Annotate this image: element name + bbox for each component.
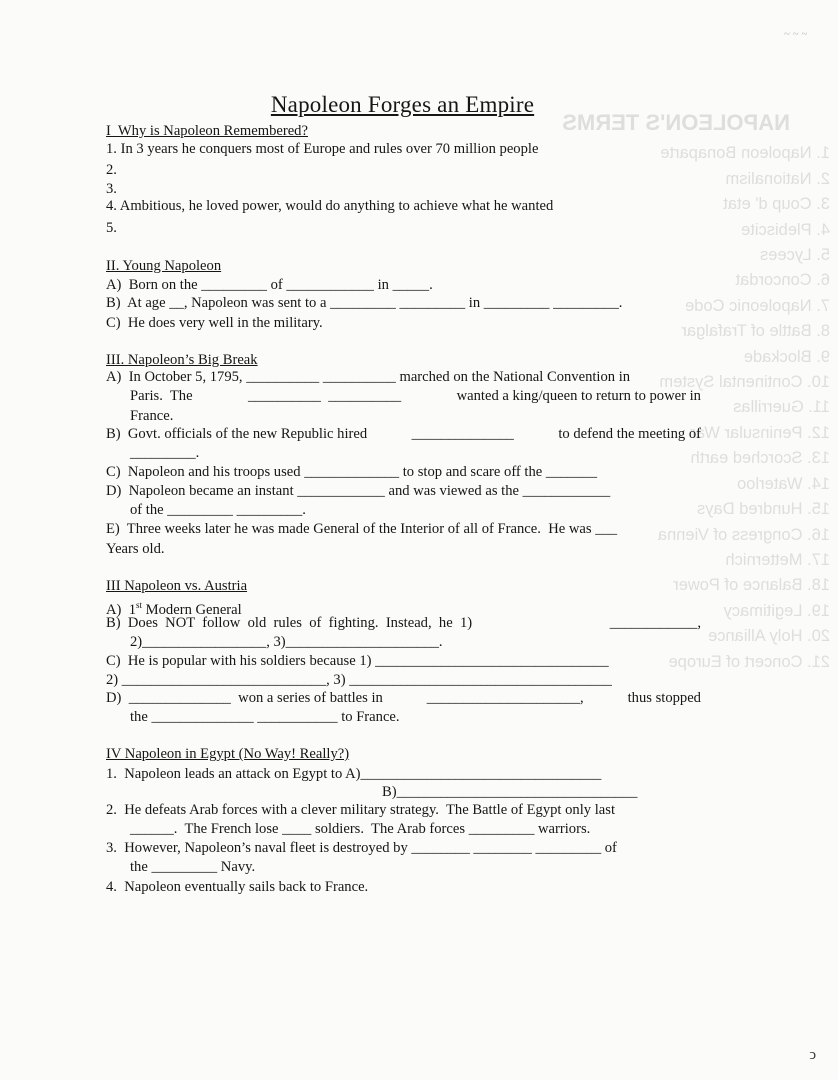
bleed-through-item: 18. Balance of Power <box>673 576 830 595</box>
section-3-b1-start: B) Govt. officials of the new Republic hired <box>106 426 368 442</box>
bleed-through-title: NAPOLEON'S TERMS <box>562 110 790 135</box>
section-4-item-b-line-2: 2)_________________, 3)_____________________. <box>130 634 443 650</box>
bleed-through-item: 6. Concordat <box>735 271 830 290</box>
section-3-item-e-line-2: Years old. <box>106 541 165 557</box>
section-3-item-a-line-2 <box>130 387 701 405</box>
section-4-d1-end: thus stopped <box>627 690 701 706</box>
bleed-through-item: 14. Waterloo <box>737 474 830 493</box>
bleed-through-item: 16. Congress of Vienna <box>657 525 830 544</box>
section-4-b1-blank: ____________, <box>609 615 701 631</box>
section-4-d1-start: D) ______________ won a series of battles in <box>106 690 383 706</box>
corner-smudge: ~ ~ ~ <box>784 28 808 40</box>
section-3-item-d-line-1: D) Napoleon became an instant ____________ and was viewed as the ____________ <box>106 483 611 499</box>
section-1-line-5: 5. <box>106 220 117 236</box>
section-1-line-1: 1. In 3 years he conquers most of Europe and rules over 70 million people <box>106 141 539 157</box>
section-2-item-c: C) He does very well in the military. <box>106 315 323 331</box>
section-3-heading: III. Napoleon’s Big Break <box>106 352 258 368</box>
section-4-a-suffix: Modern General <box>142 601 242 618</box>
section-1-heading: I Why is Napoleon Remembered? <box>106 123 308 139</box>
bleed-through-item: 15. Hundred Days <box>697 500 830 519</box>
section-5-item-1-line-1: 1. Napoleon leads an attack on Egypt to A)_________________________________ <box>106 766 602 782</box>
section-1-line-4: 4. Ambitious, he loved power, would do anything to achieve what he wanted <box>106 198 554 214</box>
section-2-item-a: A) Born on the _________ of ____________ in _____. <box>106 277 433 293</box>
section-5-item-4: 4. Napoleon eventually sails back to France. <box>106 879 369 895</box>
section-4-heading: III Napoleon vs. Austria <box>106 578 248 594</box>
section-3-item-c: C) Napoleon and his troops used _____________ to stop and scare off the _______ <box>106 464 597 480</box>
section-4-b1-start: B) Does NOT follow old rules of fighting. Instead, he 1) <box>106 615 473 631</box>
section-3-item-e-line-1: E) Three weeks later he was made General of the Interior of all of France. He was ___ <box>106 521 618 537</box>
bleed-through-item: 13. Scorched earth <box>690 449 830 468</box>
bleed-through-item: 17. Metternich <box>725 550 830 569</box>
bleed-through-item: 11. Guerrillas <box>733 398 830 417</box>
section-4-a-superscript: st <box>136 600 143 610</box>
bleed-through-item: 19. Legitimacy <box>723 601 830 620</box>
section-3-item-a-line-3: France. <box>130 408 174 424</box>
section-4-d1-blank: _____________________, <box>426 690 584 706</box>
section-2-item-b: B) At age __, Napoleon was sent to a _________ _________ in _________ _________. <box>106 295 623 311</box>
corner-mark: ↄ <box>809 1047 816 1063</box>
section-3-b1-end: to defend the meeting of <box>558 426 701 442</box>
bleed-through-item: 12. Peninsular War <box>690 423 830 442</box>
section-3-item-b-line-2: _________. <box>130 445 200 461</box>
section-3-item-a-line-1: A) In October 5, 1795, __________ __________ marched on the National Convention in <box>106 369 631 385</box>
section-3-a2-blanks: __________ __________ <box>247 388 402 404</box>
section-3-item-d-line-2: of the _________ _________. <box>130 502 306 518</box>
section-5-item-2-line-1: 2. He defeats Arab forces with a clever military strategy. The Battle of Egypt only last <box>106 802 615 818</box>
section-1-line-2: 2. <box>106 162 117 178</box>
section-3-b1-blank: ______________ <box>411 426 514 442</box>
bleed-through-item: 8. Battle of Trafalgar <box>681 322 830 341</box>
section-1-line-3: 3. <box>106 181 117 197</box>
section-4-a-prefix: A) 1 <box>106 601 136 618</box>
section-4-item-b-line-1 <box>106 614 701 632</box>
bleed-through-item: 20. Holy Alliance <box>708 627 830 646</box>
bleed-through-item: 4. Plebiscite <box>741 220 830 239</box>
section-5-item-3-line-2: the _________ Navy. <box>130 859 256 875</box>
section-4-item-d-line-1 <box>106 689 701 707</box>
bleed-through-item: 2. Nationalism <box>725 169 830 188</box>
bleed-through-item: 9. Blockade <box>743 347 830 366</box>
bleed-through-item: 3. Coup d' etat <box>723 195 830 214</box>
bleed-through-item: 21. Concert of Europe <box>668 652 830 671</box>
section-3-a2-start: Paris. The <box>130 388 193 404</box>
bleed-through-item: 10. Continental System <box>659 373 830 392</box>
section-4-item-d-line-2: the ______________ ___________ to France. <box>130 709 400 725</box>
section-4-item-c-line-1: C) He is popular with his soldiers because 1) ________________________________ <box>106 653 609 669</box>
section-5-heading: IV Napoleon in Egypt (No Way! Really?) <box>106 746 350 762</box>
section-3-a2-end: wanted a king/queen to return to power in <box>456 388 701 404</box>
bleed-through-list <box>500 141 830 675</box>
section-2-heading: II. Young Napoleon <box>106 258 222 274</box>
bleed-through-item: 7. Napoleonic Code <box>685 296 830 315</box>
section-5-item-3-line-1: 3. However, Napoleon’s naval fleet is destroyed by ________ ________ _________ of <box>106 840 617 856</box>
section-5-item-1-line-2: B)_________________________________ <box>382 784 638 800</box>
bleed-through-item: 5. Lycees <box>759 246 830 265</box>
section-3-item-b-line-1 <box>106 425 701 443</box>
page-title: Napoleon Forges an Empire <box>270 92 535 117</box>
bleed-through-item: 1. Napoleon Bonaparte <box>660 144 830 163</box>
section-4-item-c-line-2: 2) ____________________________, 3) ____________________________________ <box>106 672 612 688</box>
section-5-item-2-line-2: ______. The French lose ____ soldiers. The Arab forces _________ warriors. <box>130 821 591 837</box>
